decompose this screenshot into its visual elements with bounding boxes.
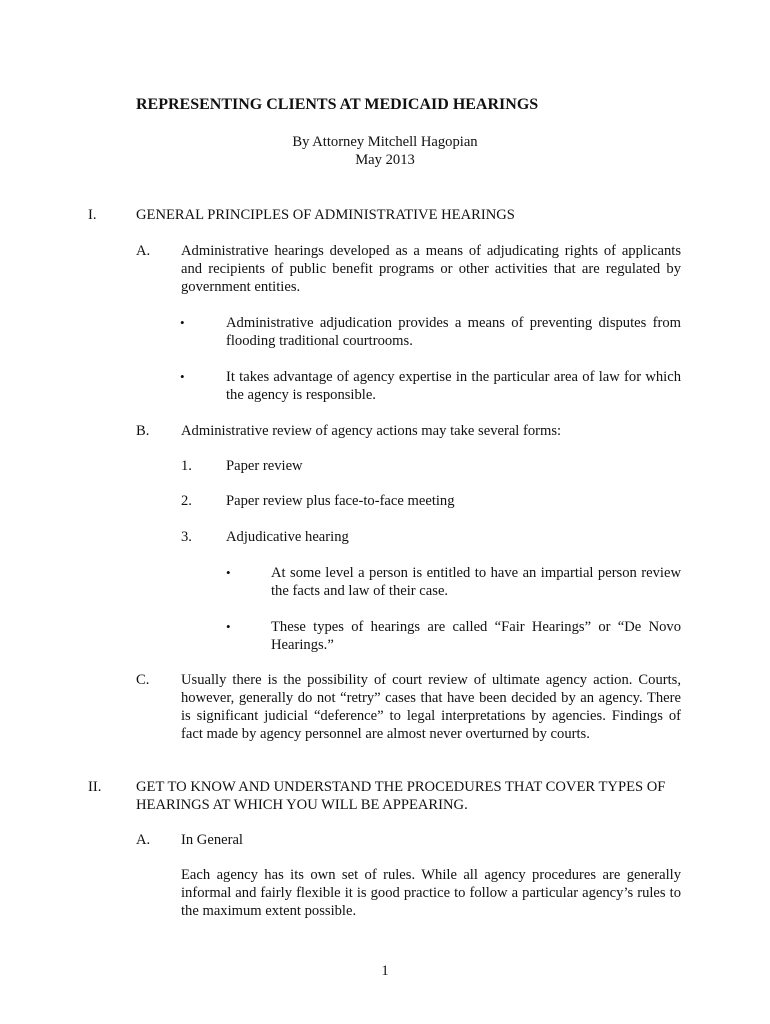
item-text: Each agency has its own set of rules. While all agency procedures are generally informal and fairly flexible it is good practice to follow a particular agency’s rules to the maximum extent possible.: [181, 867, 681, 919]
item-label: C.: [136, 672, 150, 688]
list-text: Adjudicative hearing: [226, 529, 349, 545]
item-heading: In General: [181, 832, 243, 848]
bullet-text: Administrative adjudication provides a means of preventing disputes from flooding traditional courtrooms.: [226, 315, 681, 349]
bullet-icon: •: [226, 619, 231, 634]
list-number: 1.: [181, 458, 192, 474]
item-label: B.: [136, 423, 150, 439]
section-heading: GENERAL PRINCIPLES OF ADMINISTRATIVE HEARINGS: [136, 207, 515, 223]
document-title: REPRESENTING CLIENTS AT MEDICAID HEARINGS: [136, 96, 539, 113]
list-number: 3.: [181, 529, 192, 545]
page-number: 1: [381, 963, 389, 979]
bullet-text: At some level a person is entitled to have an impartial person review the facts and law of their case.: [271, 565, 681, 599]
item-text: Administrative hearings developed as a means of adjudicating rights of applicants and recipients of public benefit programs or other activities that are regulated by government entities.: [181, 243, 681, 295]
bullet-icon: •: [180, 315, 185, 330]
section-heading: GET TO KNOW AND UNDERSTAND THE PROCEDURES THAT COVER TYPES OF HEARINGS AT WHICH YOU WILL BE APPEARING.: [136, 779, 666, 813]
byline: By Attorney Mitchell Hagopian: [292, 134, 478, 150]
list-text: Paper review: [226, 458, 303, 474]
section-number: II.: [88, 779, 102, 795]
bullet-icon: •: [226, 565, 231, 580]
bullet-text: These types of hearings are called “Fair Hearings” or “De Novo Hearings.”: [271, 619, 681, 653]
bullet-icon: •: [180, 369, 185, 384]
item-label: A.: [136, 832, 151, 848]
document-date: May 2013: [355, 152, 415, 168]
item-label: A.: [136, 243, 151, 259]
list-text: Paper review plus face-to-face meeting: [226, 493, 455, 509]
item-text: Usually there is the possibility of court review of ultimate agency action. Courts, however, generally do not “retry” cases that have been decided by an agency. There is significant judicial “deference” to legal interpretations by agencies. Findings of fact made by agency personnel are almost never overturned by courts.: [181, 672, 681, 742]
list-number: 2.: [181, 493, 192, 509]
item-text: Administrative review of agency actions may take several forms:: [181, 423, 562, 439]
bullet-text: It takes advantage of agency expertise in the particular area of law for which the agency is responsible.: [226, 369, 681, 403]
section-number: I.: [88, 207, 97, 223]
